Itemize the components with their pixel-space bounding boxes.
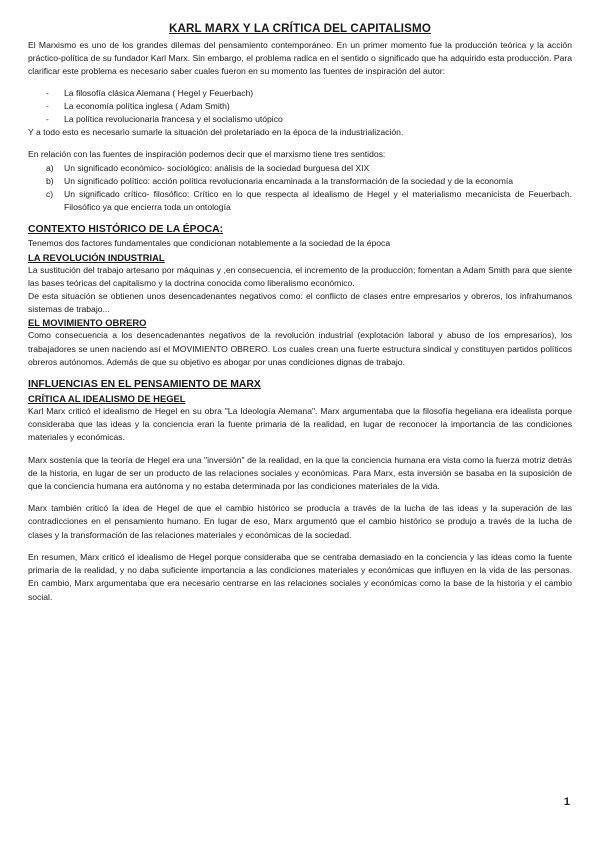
- hegel-paragraph-2: Marx sostenía que la teoría de Hegel era una "inversión" de la realidad, en la que la conciencia humana era vista como la fuerza motriz detrás de la historia, en lugar de ser un producto de las relaciones sociales y económicas. Para Marx, esta inversión se basaba en la suposición de que la conciencia humana era autónoma y no estaba determinada por las condiciones materiales de la vida.: [28, 454, 572, 492]
- list-item-text: Un significado crítico- filosófico: Crítico en lo que respecta al idealismo de Hegel y el materialismo mecanicista de Feuerbach. Filosófico ya que encierra toda un ontología: [64, 189, 572, 213]
- movement-paragraph: Como consecuencia a los desencadenantes negativos de la revolución industrial (explotación laboral y abuso de los empresarios), los trabajadores se unen naciendo así el MOVIMIENTO OBRERO. Los cuales crean una fuerte estructura sindical y constituyen partidos políticos obreros autónomos. Además de que su objetivo es abogar por unas condiciones dignas de trabajo.: [28, 330, 572, 367]
- list-item: - La política revolucionaria francesa y el socialismo utópico: [28, 113, 572, 126]
- list-item: [28, 175, 572, 188]
- page-number: 1: [563, 796, 570, 808]
- hegel-paragraph-3: Marx también criticó la idea de Hegel de que el cambio histórico se producía a través de la lucha de las ideas y la superación de las contradicciones en el pensamiento humano. En lugar de eso, Marx argumentó que el cambio histórico se produjo a través de la lucha de clases y la transformación de las relaciones materiales y económicas de la sociedad.: [28, 503, 572, 540]
- list-item: [28, 188, 572, 214]
- hegel-paragraph-1: Karl Marx criticó el idealismo de Hegel en su obra "La Ideología Alemana". Marx argumentaba que la filosofía hegeliana era idealista porque consideraba que las ideas y la conciencia eran la fuente primaria de la realidad, en lugar de reconocer la importancia de las condiciones materiales y económicas.: [28, 406, 572, 443]
- context-intro: Tenemos dos factores fundamentales que condicionan notablemente a la sociedad de la época: [28, 238, 391, 249]
- senses-intro: En relación con las fuentes de inspiración podemos decir que el marxismo tiene tres sentidos:: [28, 149, 386, 160]
- list-item: - La economía política inglesa ( Adam Smith): [28, 100, 572, 113]
- subheading-industrial-revolution: LA REVOLUCIÓN INDUSTRIAL: [28, 251, 165, 263]
- senses-list: [28, 162, 572, 215]
- list-marker: b): [46, 175, 54, 186]
- list-marker: a): [46, 162, 54, 173]
- list-item: [28, 162, 572, 175]
- sources-list: [28, 87, 572, 127]
- list-item-text: Un significado político: acción política revolucionaria encaminada a la transformación de la sociedad y de la economía: [64, 175, 514, 186]
- hegel-paragraph-4: En resumen, Marx criticó el idealismo de Hegel porque consideraba que se centraba demasiado en la conciencia y las ideas como la fuente primaria de la realidad, y no daba suficiente importancia a las condiciones materiales y económicas que influyen en la vida de las personas. En cambio, Marx argumentaba que era necesario centrarse en las relaciones sociales y económicas como la base de la historia y el cambio social.: [28, 551, 572, 602]
- subheading-workers-movement: EL MOVIMIENTO OBRERO: [28, 317, 147, 329]
- subheading-hegel-critique: CRÍTICA AL IDEALISMO DE HEGEL: [28, 393, 186, 405]
- industrial-paragraph-2: De esta situación se obtienen unos desencadenantes negativos como: el conflicto de clases entre empresarios y obreros, los infrahumanos sistemas de trabajo...: [28, 291, 572, 315]
- list-marker: c): [46, 189, 54, 200]
- intro-paragraph: El Marxismo es uno de los grandes dilemas del pensamiento contemporáneo. En un primer momento fue la producción teórica y la acción práctico-política de su fundador Karl Marx. Sin embargo, el problema radica en el sentido o significado que ha adquirido esta producción. Para clarificar este problema es necesario saber cuales fueron en su momento las fuentes de inspiración del autor:: [28, 40, 572, 77]
- list-item: - La filosofía clásica Alemana ( Hegel y Feuerbach): [28, 87, 572, 100]
- intro-paragraph-2: Y a todo esto es necesario sumarle la situación del proletariado en la época de la industrialización.: [28, 127, 404, 138]
- list-item-text: Un significado económico- sociológico: análisis de la sociedad burguesa del XIX: [64, 162, 370, 173]
- document-title: KARL MARX Y LA CRÍTICA DEL CAPITALISMO: [168, 22, 432, 35]
- industrial-paragraph-1: La sustitución del trabajo artesano por máquinas y ,en consecuencia, el incremento de la producción; fomentan a Adam Smith para que siente las bases teóricas del capitalismo y la doctrina conocida como liberalismo económico.: [28, 264, 572, 288]
- section-heading-influences: INFLUENCIAS EN EL PENSAMIENTO DE MARX: [28, 379, 261, 391]
- section-heading-context: CONTEXTO HISTÓRICO DE LA ÉPOCA:: [28, 224, 224, 236]
- document-page: [28, 22, 572, 604]
